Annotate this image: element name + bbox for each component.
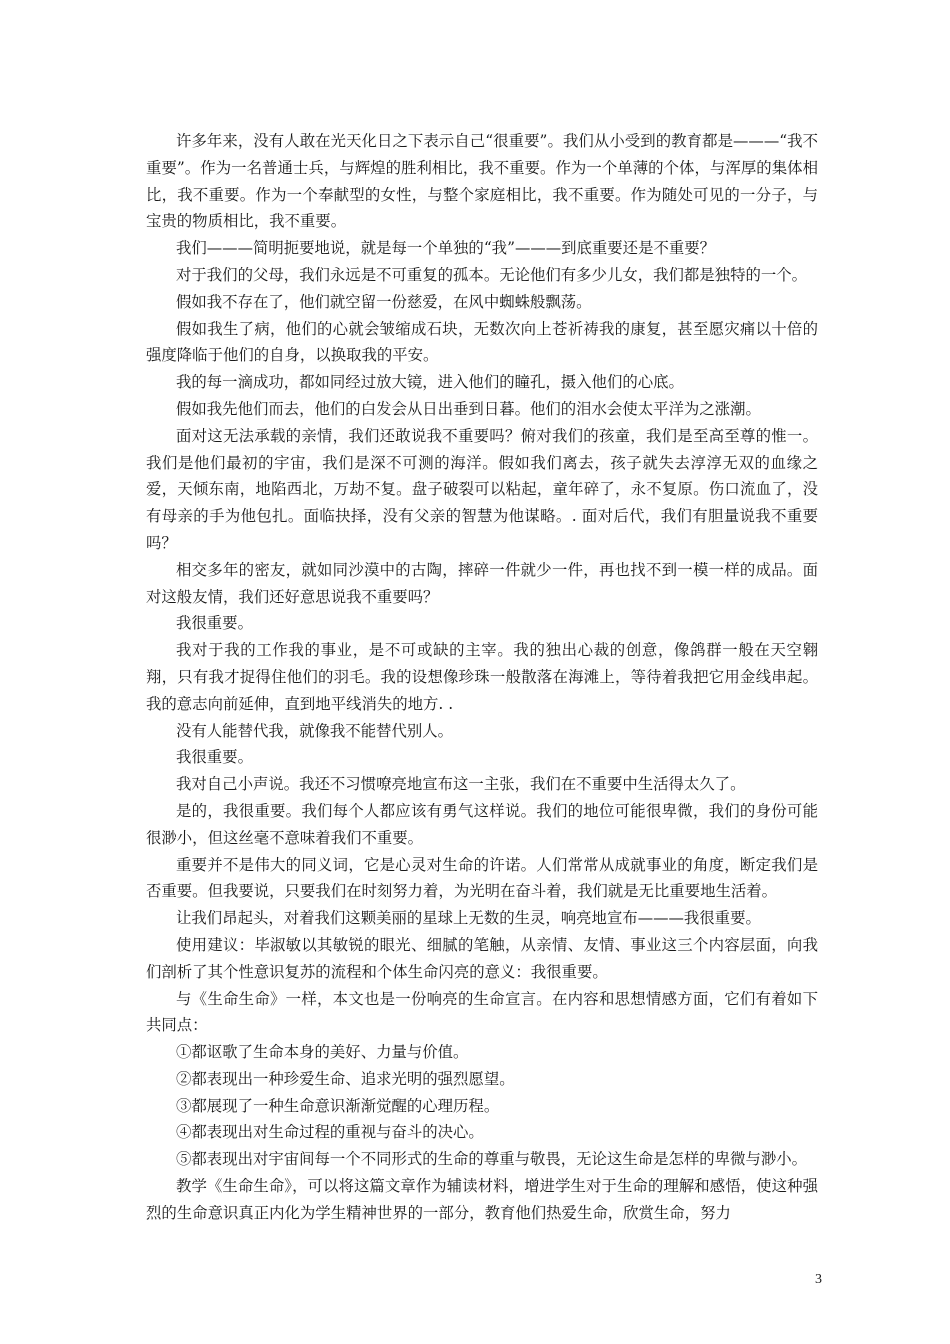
paragraph: 面对这无法承载的亲情，我们还敢说我不重要吗？俯对我们的孩童，我们是至高至尊的惟一。我们是他们最初的宇宙，我们是深不可测的海洋。假如我们离去，孩子就失去淳淳无双的血缘之爱，天倾东南，地陷西北，万劫不复。盘子破裂可以粘起，童年碎了，永不复原。伤口流血了，没有母亲的手为他包扎。面临抉择，没有父亲的智慧为他谋略。. 面对后代，我们有胆量说我不重要吗？ [146, 426, 818, 552]
list-item: ④都表现出对生命过程的重视与奋斗的决心。 [176, 1123, 484, 1142]
paragraph: 我们———简明扼要地说，就是每一个单独的“我”———到底重要还是不重要？ [176, 239, 716, 258]
page-number: 3 [815, 1272, 822, 1287]
paragraph: 使用建议：毕淑敏以其敏锐的眼光、细腻的笔触，从亲情、友情、事业这三个内容层面，向我们剖析了其个性意识复苏的流程和个体生命闪亮的意义：我很重要。 [146, 935, 818, 981]
paragraph: 让我们昂起头，对着我们这颗美丽的星球上无数的生灵，响亮地宣布———我很重要。 [176, 909, 761, 928]
paragraph: 教学《生命生命》，可以将这篇文章作为辅读材料，增进学生对于生命的理解和感悟，使这种强烈的生命意识真正内化为学生精神世界的一部分，教育他们热爱生命，欣赏生命，努力 [146, 1177, 818, 1222]
paragraph: 假如我不存在了，他们就空留一份慈爱，在风中蜘蛛般飘荡。 [176, 292, 592, 311]
list-item: ⑤都表现出对宇宙间每一个不同形式的生命的尊重与敬畏，无论这生命是怎样的卑微与渺小。 [176, 1150, 808, 1169]
list-item: ③都展现了一种生命意识渐渐觉醒的心理历程。 [176, 1096, 500, 1115]
paragraph: 没有人能替代我，就像我不能替代别人。 [176, 721, 454, 740]
body-text [146, 128, 818, 1227]
paragraph: 我的每一滴成功，都如同经过放大镜，进入他们的瞳孔，摄入他们的心底。 [176, 373, 684, 392]
paragraph: 重要并不是伟大的同义词，它是心灵对生命的许诺。人们常常从成就事业的角度，断定我们是否重要。但我要说，只要我们在时刻努力着，为光明在奋斗着，我们就是无比重要地生活着。 [146, 855, 818, 901]
list-item: ①都讴歌了生命本身的美好、力量与价值。 [176, 1043, 469, 1062]
paragraph: 我很重要。 [176, 748, 253, 767]
paragraph: 我很重要。 [176, 614, 253, 633]
paragraph: 相交多年的密友，就如同沙漠中的古陶，摔碎一件就少一件，再也找不到一模一样的成品。面对这般友情，我们还好意思说我不重要吗？ [146, 560, 818, 606]
list-item: ②都表现出一种珍爱生命、追求光明的强烈愿望。 [176, 1069, 515, 1088]
paragraph: 与《生命生命》一样，本文也是一份响亮的生命宣言。在内容和思想情感方面，它们有着如下共同点： [146, 989, 818, 1035]
paragraph: 假如我生了病，他们的心就会皱缩成石块，无数次向上苍祈祷我的康复，甚至愿灾痛以十倍的强度降临于他们的自身，以换取我的平安。 [146, 319, 818, 365]
paragraph: 我对于我的工作我的事业，是不可或缺的主宰。我的独出心裁的创意，像鸽群一般在天空翱翔，只有我才捉得住他们的羽毛。我的设想像珍珠一般散落在海滩上，等待着我把它用金线串起。我的意志向前延伸，直到地平线消失的地方. . [146, 641, 818, 713]
paragraph: 许多年来，没有人敢在光天化日之下表示自己“很重要”。我们从小受到的教育都是———“我不重要”。作为一名普通士兵，与辉煌的胜利相比，我不重要。作为一个单薄的个体，与浑厚的集体相比，我不重要。作为一个奉献型的女性，与整个家庭相比，我不重要。作为随处可见的一分子，与宝贵的物质相比，我不重要。 [146, 132, 818, 231]
paragraph: 我对自己小声说。我还不习惯嘹亮地宣布这一主张，我们在不重要中生活得太久了。 [176, 775, 746, 794]
paragraph: 假如我先他们而去，他们的白发会从日出垂到日暮。他们的泪水会使太平洋为之涨潮。 [176, 399, 761, 418]
paragraph: 对于我们的父母，我们永远是不可重复的孤本。无论他们有多少儿女，我们都是独特的一个。 [176, 265, 808, 284]
paragraph: 是的，我很重要。我们每个人都应该有勇气这样说。我们的地位可能很卑微，我们的身份可能很渺小，但这丝毫不意味着我们不重要。 [146, 801, 818, 847]
